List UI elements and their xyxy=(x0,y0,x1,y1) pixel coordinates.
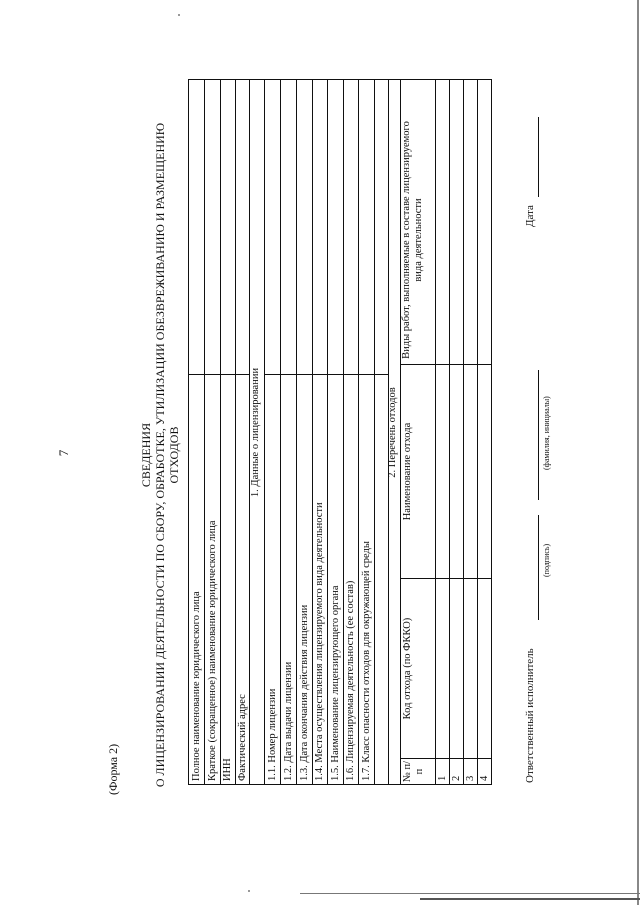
license-row: 1.2. Дата выдачи лицензии xyxy=(283,661,294,781)
name-hint: (фамилия, инициалы) xyxy=(542,396,551,470)
title-line-2: О ЛИЦЕНЗИРОВАНИИ ДЕЯТЕЛЬНОСТИ ПО СБОРУ, ОБРАБОТКЕ, УТИЛИЗАЦИИ ОБЕЗВРЕЖИВАНИЮ И РАЗМЕЩЕНИЮ xyxy=(153,122,167,788)
scan-speck xyxy=(248,890,250,892)
date-line xyxy=(538,117,539,197)
responsible-label: Ответственный исполнитель xyxy=(524,648,536,783)
license-row: 1.1. Номер лицензии xyxy=(267,688,278,781)
license-row: 1.3. Дата окончания действия лицензии xyxy=(299,604,310,781)
org-row-short-name: Краткое (сокращенное) наименование юридического лица xyxy=(207,520,218,781)
org-row-inn: ИНН xyxy=(222,758,233,781)
rotated-form-sheet xyxy=(56,65,616,845)
header-code: Код отхода (по ФККО) xyxy=(402,617,413,720)
org-row-address: Фактический адрес xyxy=(237,694,248,781)
scan-edge-bottom xyxy=(300,893,640,894)
form-label: (Форма 2) xyxy=(106,743,120,795)
waste-row-number: 2 xyxy=(451,775,462,781)
licensing-table xyxy=(188,80,490,785)
license-row: 1.7. Класс опасности отходов для окружающей среды xyxy=(361,541,372,781)
signature-line xyxy=(538,515,539,620)
waste-row-number: 1 xyxy=(437,775,448,781)
section-2-title: 2. Перечень отходов xyxy=(387,387,398,478)
header-works: Виды работ, выполняемые в составе лицензируемого вида деятельности xyxy=(401,121,424,359)
name-line xyxy=(538,370,539,500)
waste-row-number: 3 xyxy=(465,775,476,781)
header-num: № п/п xyxy=(402,760,425,783)
waste-row-number: 4 xyxy=(479,775,490,781)
scan-speck xyxy=(178,14,180,16)
header-name: Наименование отхода xyxy=(402,422,413,521)
scan-edge-right xyxy=(637,0,639,905)
title-line-1: СВЕДЕНИЯ xyxy=(139,422,153,488)
signature-hint: (подпись) xyxy=(542,543,551,577)
scan-edge-bottom-dark xyxy=(420,898,640,900)
org-row-full-name: Полное наименование юридического лица xyxy=(191,591,202,781)
page-number: 7 xyxy=(56,449,71,457)
license-row: 1.5. Наименование лицензирующего органа xyxy=(330,585,341,781)
section-1-title: 1. Данные о лицензировании xyxy=(250,367,261,498)
license-row: 1.6. Лицензируемая деятельность (ее состав) xyxy=(345,580,356,781)
title-line-3: ОТХОДОВ xyxy=(167,426,181,484)
license-row: 1.4. Места осуществления лицензируемого вида деятельности xyxy=(314,502,325,781)
date-label: Дата xyxy=(524,205,536,227)
